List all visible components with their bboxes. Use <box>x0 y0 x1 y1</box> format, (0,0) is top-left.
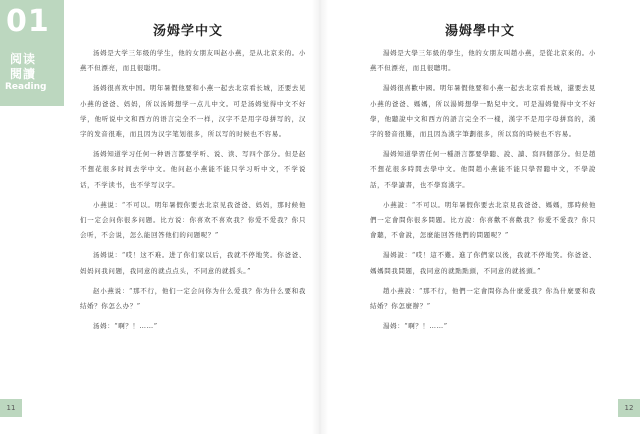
left-paragraph-1: 汤姆是大学三年级的学生，他的女朋友叫赵小燕，是从北京来的。小燕不但漂亮，而且很聪明。 <box>80 49 306 73</box>
book-gutter <box>312 0 328 434</box>
page-number-right: 12 <box>618 399 640 417</box>
right-paragraph-2: 湯姆很喜歡中國。明年暑假他要和小燕一起去北京看長城，還要去見小燕的爸爸、媽媽，所以湯姆想學一點兒中文。可是湯姆覺得中文不好學，他聽說中文和西方的語言完全不一樣，漢字不是用字母拼寫的，漢字的發音很難，而且因為漢字筆劃很多，所以寫的時候也不容易。 <box>370 84 596 139</box>
left-page-body <box>80 46 306 339</box>
right-page-body <box>370 46 596 339</box>
page-number-left: 11 <box>0 399 22 417</box>
right-page-title: 湯姆學中文 <box>444 24 515 39</box>
right-paragraph-1: 湯姆是大學三年級的學生，他的女朋友叫趙小燕，是從北京來的。小燕不但漂亮，而且很聰明。 <box>370 49 596 73</box>
left-paragraph-2: 汤姆很喜欢中国。明年暑假他要和小燕一起去北京看长城，还要去见小燕的爸爸、妈妈，所以汤姆想学一点儿中文。可是汤姆觉得中文不好学，他听说中文和西方的语言完全不一样，汉字不是用字母拼写的，汉字的发音很难，而且因为汉字笔划很多，所以写的时候也不容易。 <box>80 84 306 139</box>
left-paragraph-6: 赵小燕说：“那不行，他们一定会问你为什么爱我？你为什么要和我结婚？你怎么办？” <box>80 286 306 311</box>
left-paragraph-7: 汤姆：“啊？！……” <box>93 322 158 331</box>
left-page-title: 汤姆学中文 <box>152 24 223 39</box>
right-paragraph-5: 湯姆說：“哎！這不難。進了你們家以後，我就不停地笑。你爸爸、媽媽問我問題，我同意的就點點頭，不同意的就搖頭。” <box>370 251 596 275</box>
left-paragraph-5: 汤姆说：“哎！这不难。进了你们家以后，我就不停地笑。你爸爸、妈妈问我问题，我同意的就点点头，不同意的就摇头。” <box>80 251 306 275</box>
left-paragraph-4: 小燕说：“不可以。明年暑假你要去北京见我爸爸、妈妈，那时候他们一定会问你很多问题。比方说：你喜欢不喜欢我？你爱不爱我？你只会听，不会说，怎么能回答他们的问题呢？” <box>80 200 306 240</box>
right-page <box>320 0 640 434</box>
right-paragraph-6: 趙小燕說：“那不行，他們一定會問你為什麼愛我？你為什麼要和我結婚？你怎麼辦？” <box>370 286 596 311</box>
right-paragraph-4: 小燕說：“不可以。明年暑假你要去北京見我爸爸、媽媽，那時候他們一定會問你很多問題。比方說：你喜歡不喜歡我？你愛不愛我？你只會聽，不會說，怎麼能回答他們的問題呢？” <box>370 200 596 240</box>
section-label-traditional: 閱讀 <box>10 67 37 81</box>
section-label-simplified: 阅读 <box>10 52 37 66</box>
right-paragraph-7: 湯姆：“啊？！……” <box>383 322 448 331</box>
section-label-english: Reading <box>5 82 47 92</box>
left-paragraph-3: 汤姆知道学习任何一种语言都要学听、说、读、写四个部分。但是赵不想花很多时间去学中文。他问赵小燕能不能只学习听中文，不学说话，不学读书，也不学写汉字。 <box>80 150 306 189</box>
chapter-number: 01 <box>6 4 50 39</box>
chapter-tab <box>0 0 64 106</box>
right-paragraph-3: 湯姆知道學習任何一種語言都要學聽、說、讀、寫四個部分。但是趙不想花很多時間去學中文。他問趙小燕能不能只學習聽中文，不學說話，不學讀書，也不學寫漢字。 <box>370 150 596 189</box>
